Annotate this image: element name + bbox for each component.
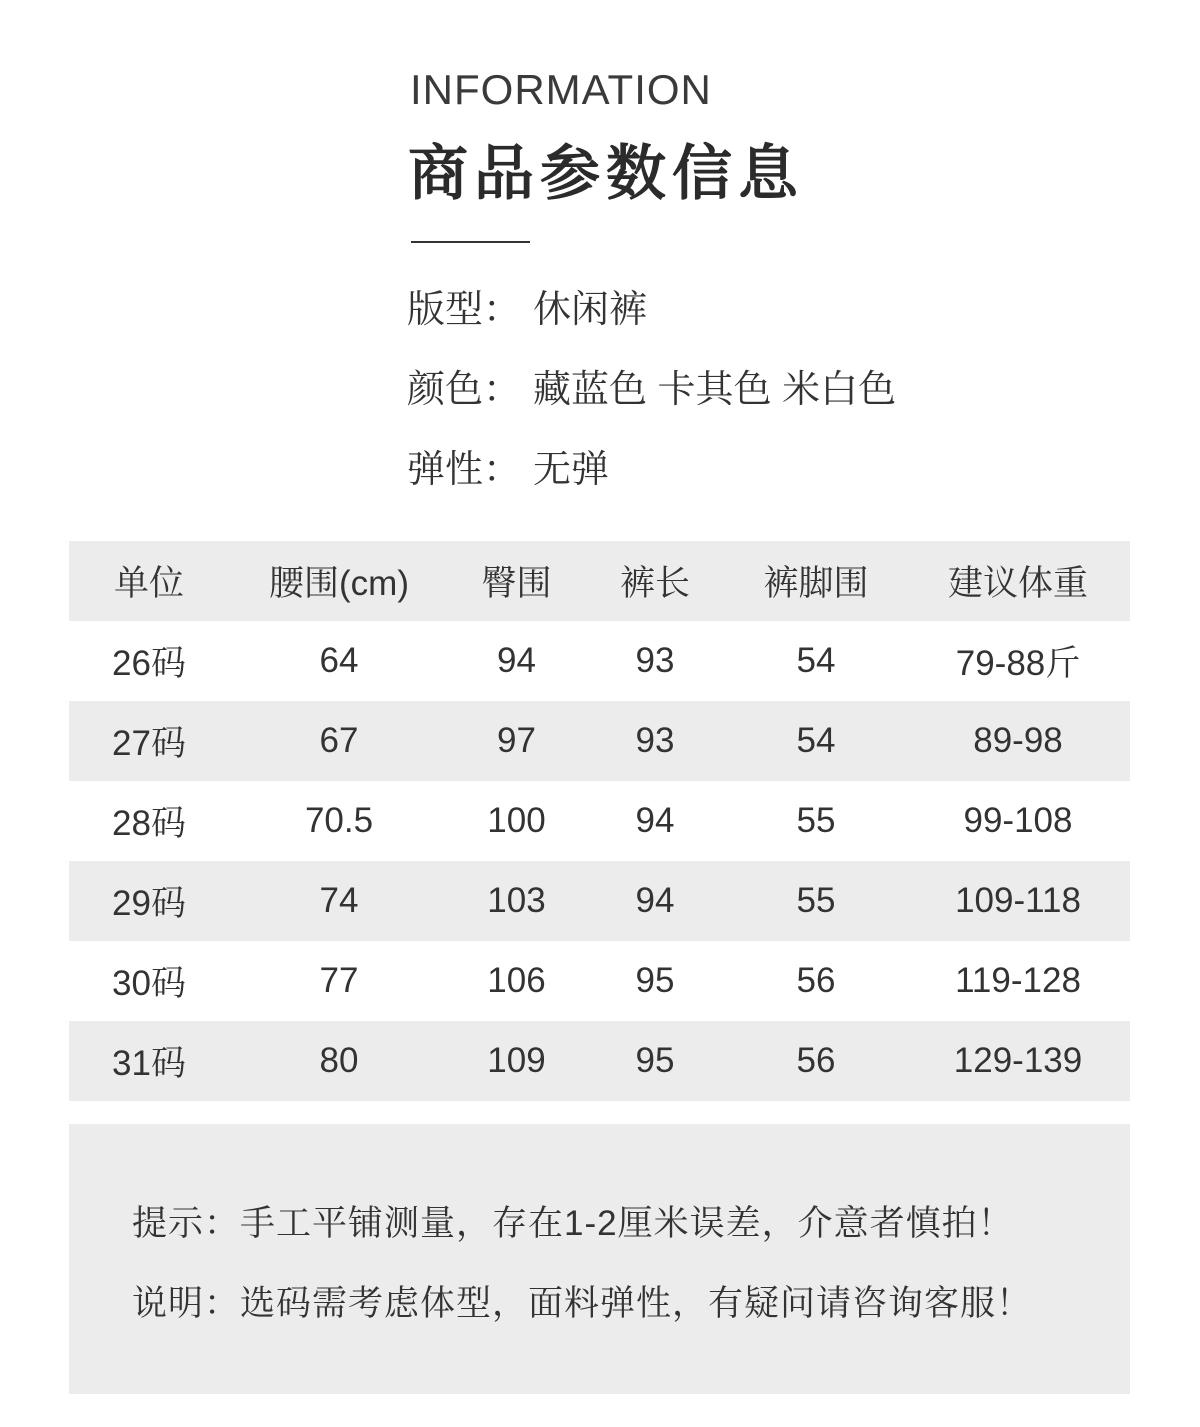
table-cell: 29码 <box>112 884 186 923</box>
title-divider <box>411 241 530 243</box>
table-cell: 103 <box>487 881 546 920</box>
section-title-en: INFORMATION <box>410 66 712 113</box>
column-header-length: 裤长 <box>619 564 690 603</box>
table-cell: 94 <box>635 881 675 920</box>
size-chart-table <box>69 541 1130 1101</box>
table-cell: 55 <box>796 881 836 920</box>
table-cell: 64 <box>319 641 359 680</box>
table-cell: 129-139 <box>953 1041 1083 1080</box>
table-row <box>69 781 1130 861</box>
table-cell: 106 <box>487 961 546 1000</box>
column-header-weight: 建议体重 <box>947 564 1088 603</box>
table-row <box>69 621 1130 701</box>
attribute-value: 藏蓝色 卡其色 米白色 <box>533 369 897 411</box>
attribute-fit <box>407 284 896 364</box>
table-cell: 56 <box>796 961 836 1000</box>
table-cell: 109 <box>487 1041 546 1080</box>
table-row <box>69 1021 1130 1101</box>
attribute-value: 无弹 <box>533 449 610 491</box>
column-header-hem: 裤脚围 <box>763 564 869 603</box>
table-row <box>69 861 1130 941</box>
table-cell: 109-118 <box>955 881 1081 920</box>
table-cell: 94 <box>635 801 675 840</box>
table-header-row <box>69 541 1130 621</box>
notes-panel <box>69 1124 1130 1394</box>
table-cell: 55 <box>796 801 836 840</box>
table-cell: 67 <box>319 721 359 760</box>
measurement-tip: 提示：手工平铺测量，存在1-2厘米误差，介意者慎拍！ <box>132 1204 1014 1243</box>
table-cell: 70.5 <box>304 801 374 840</box>
table-cell: 56 <box>796 1041 836 1080</box>
table-row <box>69 941 1130 1021</box>
column-header-hip: 臀围 <box>481 564 552 603</box>
column-header-size: 单位 <box>113 564 184 603</box>
table-cell: 93 <box>635 721 675 760</box>
table-cell: 26码 <box>112 644 186 683</box>
table-cell: 74 <box>319 881 359 920</box>
table-cell: 119-128 <box>955 961 1081 1000</box>
attribute-value: 休闲裤 <box>533 289 648 331</box>
table-cell: 31码 <box>112 1044 186 1083</box>
table-row <box>69 701 1130 781</box>
table-cell: 54 <box>796 721 836 760</box>
table-cell: 94 <box>497 641 536 680</box>
sizing-explanation: 说明：选码需考虑体型，面料弹性，有疑问请咨询客服！ <box>132 1284 1033 1323</box>
table-cell: 54 <box>796 641 836 680</box>
column-header-waist: 腰围(cm) <box>269 564 409 603</box>
section-title: 商品参数信息 <box>408 140 804 207</box>
attribute-color <box>407 364 896 444</box>
table-cell: 93 <box>635 641 675 680</box>
table-cell: 28码 <box>112 804 186 843</box>
table-cell: 89-98 <box>973 721 1063 760</box>
attribute-label: 弹性： <box>407 449 522 491</box>
table-cell: 79-88斤 <box>955 644 1081 683</box>
table-cell: 27码 <box>112 724 186 763</box>
table-cell: 30码 <box>112 964 186 1003</box>
attribute-label: 颜色： <box>407 369 522 411</box>
table-cell: 77 <box>319 961 359 1000</box>
table-cell: 97 <box>497 721 536 760</box>
table-cell: 95 <box>635 1041 675 1080</box>
attribute-label: 版型： <box>407 289 522 331</box>
product-attributes <box>407 284 896 524</box>
table-cell: 80 <box>319 1041 359 1080</box>
table-cell: 99-108 <box>963 801 1073 840</box>
table-cell: 100 <box>487 801 546 840</box>
table-cell: 95 <box>635 961 675 1000</box>
attribute-elasticity <box>407 444 896 524</box>
